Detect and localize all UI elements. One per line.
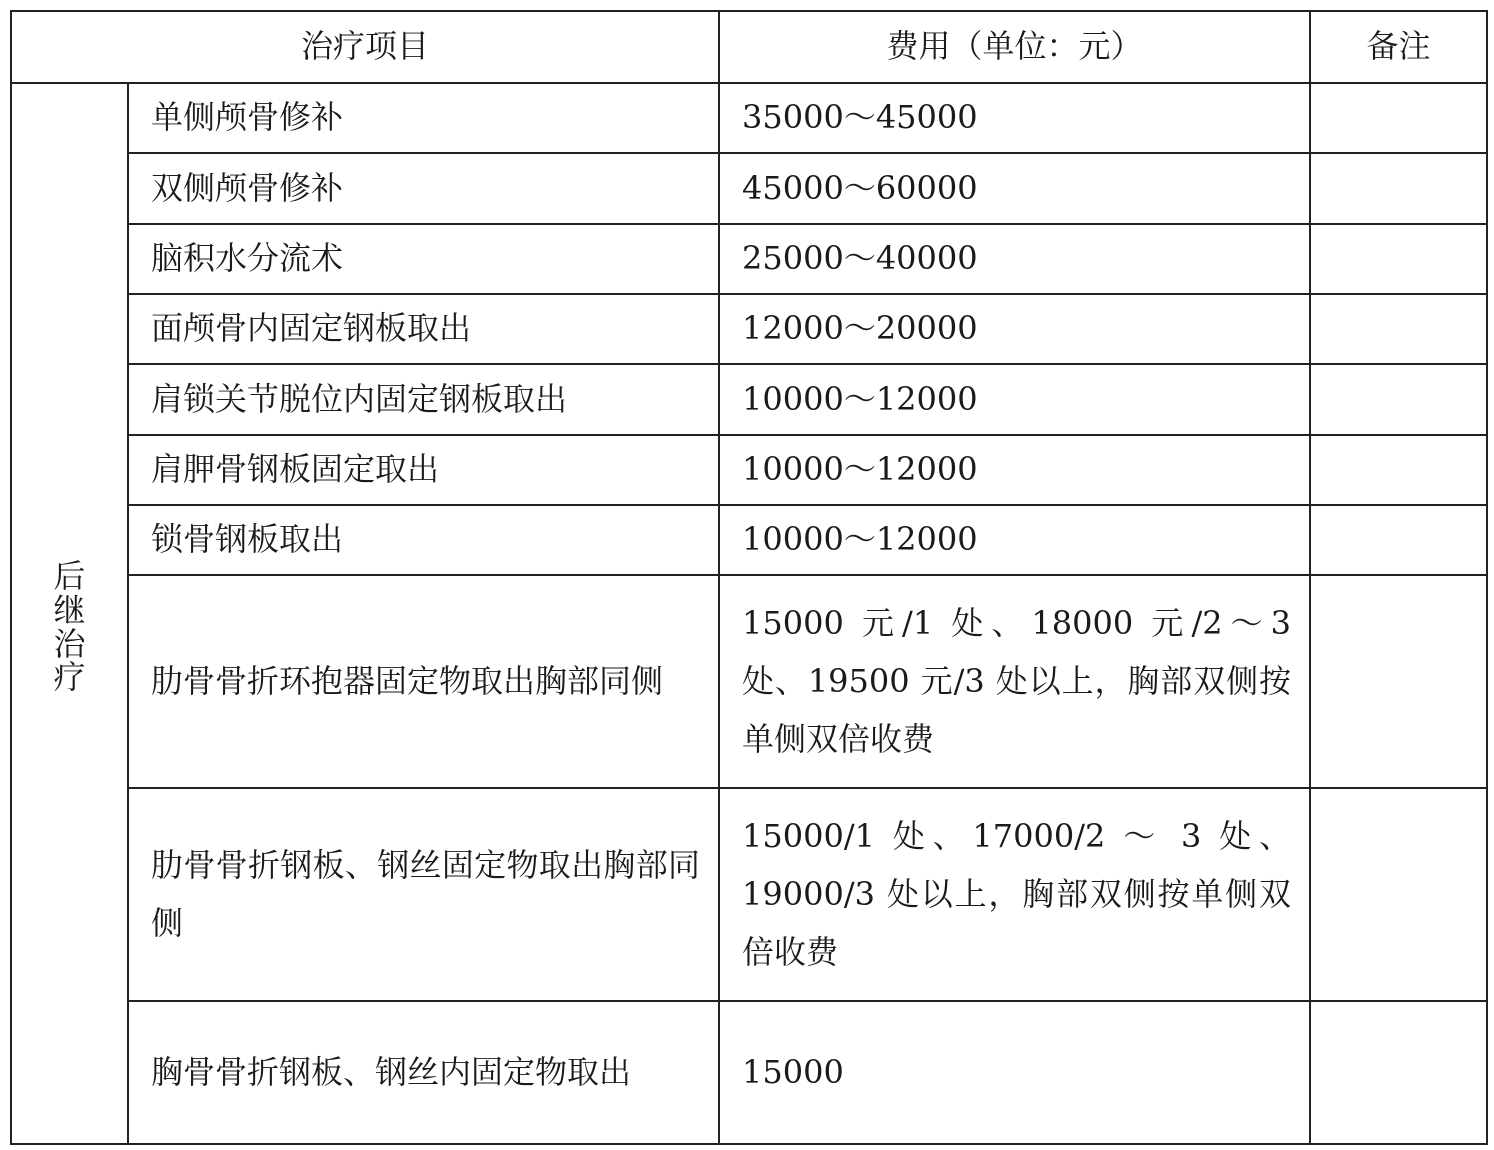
category-label: 后继治疗 [53,557,86,697]
remarks-cell [1310,505,1487,575]
category-cell [11,83,128,1144]
remarks-cell [1310,83,1487,153]
table-row [11,294,1487,364]
fee-cell: 15000/1 处、17000/2 ～ 3 处、19000/3 处以上，胸部双侧按单侧双倍收费 [719,788,1310,1001]
item-cell: 双侧颅骨修补 [128,153,719,223]
item-cell: 肋骨骨折钢板、钢丝固定物取出胸部同侧 [128,788,719,1001]
remarks-cell [1310,1001,1487,1144]
fee-cell: 15000 元/1 处、18000 元/2～3 处、19500 元/3 处以上，胸部双侧按单侧双倍收费 [719,575,1310,788]
header-treatment-item: 治疗项目 [11,11,719,83]
item-cell: 胸骨骨折钢板、钢丝内固定物取出 [128,1001,719,1144]
item-cell: 锁骨钢板取出 [128,505,719,575]
table-row [11,153,1487,223]
remarks-cell [1310,435,1487,505]
fee-cell: 35000～45000 [719,83,1310,153]
table-row [11,1001,1487,1144]
fee-cell: 10000～12000 [719,364,1310,434]
table-row [11,505,1487,575]
table-row [11,435,1487,505]
remarks-cell [1310,364,1487,434]
fee-cell: 10000～12000 [719,435,1310,505]
item-cell: 单侧颅骨修补 [128,83,719,153]
remarks-cell [1310,788,1487,1001]
fee-table [10,10,1488,1145]
remarks-cell [1310,294,1487,364]
remarks-cell [1310,153,1487,223]
table-row [11,575,1487,788]
item-cell: 脑积水分流术 [128,224,719,294]
header-row [11,11,1487,83]
item-cell: 肩锁关节脱位内固定钢板取出 [128,364,719,434]
table-row [11,224,1487,294]
item-cell: 面颅骨内固定钢板取出 [128,294,719,364]
table-row [11,83,1487,153]
item-cell: 肩胛骨钢板固定取出 [128,435,719,505]
fee-cell: 12000～20000 [719,294,1310,364]
item-cell: 肋骨骨折环抱器固定物取出胸部同侧 [128,575,719,788]
fee-cell: 45000～60000 [719,153,1310,223]
remarks-cell [1310,224,1487,294]
header-fee: 费用（单位：元） [719,11,1310,83]
fee-table-container [10,10,1486,1145]
header-remarks: 备注 [1310,11,1487,83]
fee-cell: 10000～12000 [719,505,1310,575]
fee-cell: 15000 [719,1001,1310,1144]
fee-cell: 25000～40000 [719,224,1310,294]
remarks-cell [1310,575,1487,788]
table-row [11,364,1487,434]
table-row [11,788,1487,1001]
